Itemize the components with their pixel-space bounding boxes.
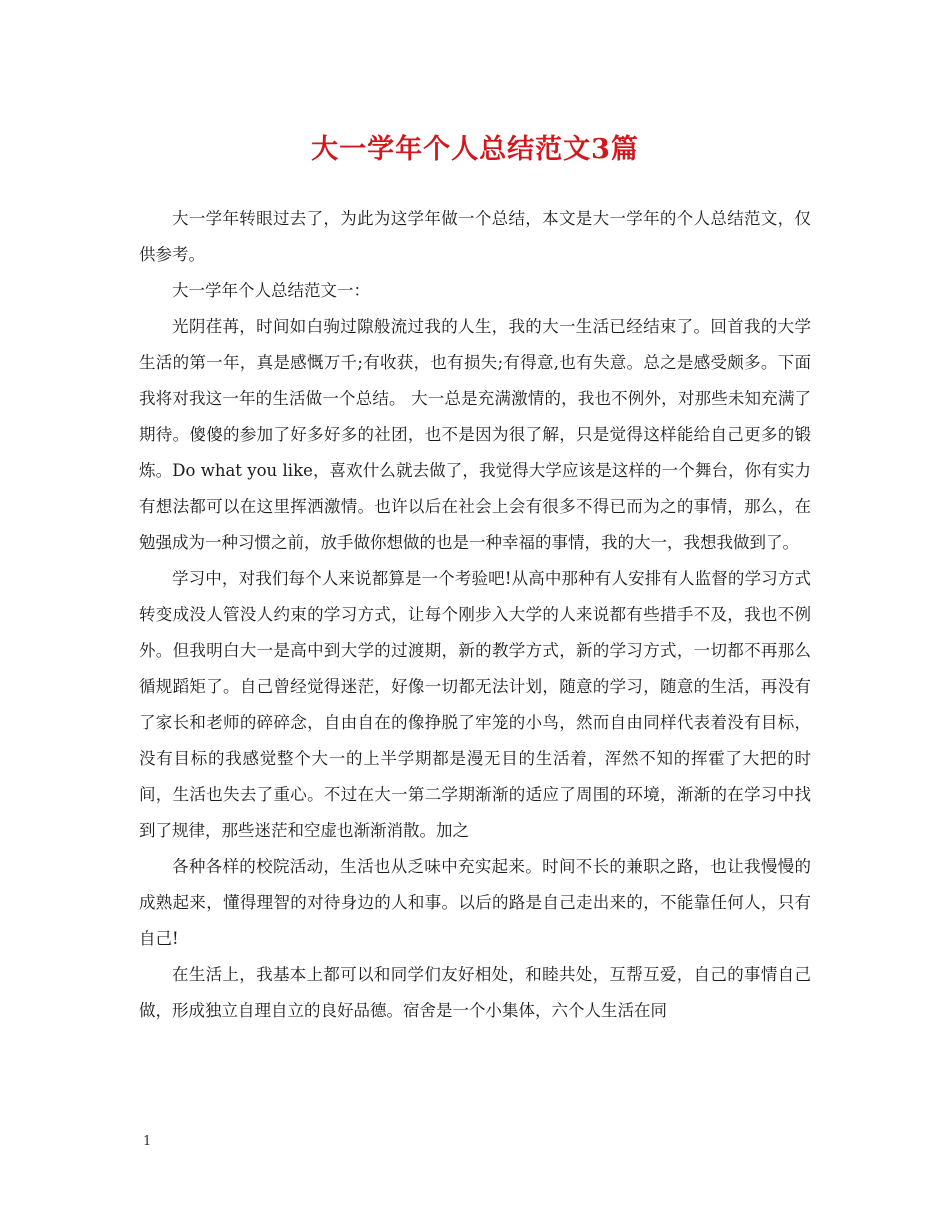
paragraph-reflection: 光阴荏苒，时间如白驹过隙般流过我的人生，我的大一生活已经结束了。回首我的大学生活的第一年，真是感慨万千;有收获，也有损失;有得意,也有失意。总之是感受颇多。下面我将对我这一年的生活做一个总结。 大一总是充满激情的，我也不例外，对那些未知充满了期待。傻傻的参加了好多好多的社团，也不是因为很了解，只是觉得这样能给自己更多的锻炼。Do what you like，喜欢什么就去做了，我觉得大学应该是这样的一个舞台，你有实力有想法都可以在这里挥洒激情。也许以后在社会上会有很多不得已而为之的事情，那么，在勉强成为一种习惯之前，放手做你想做的也是一种幸福的事情，我的大一，我想我做到了。	[139, 317, 811, 552]
paragraph-life: 在生活上，我基本上都可以和同学们友好相处，和睦共处，互帮互爱，自己的事情自己做，形成独立自理自立的良好品德。宿舍是一个小集体，六个人生活在同	[139, 965, 811, 1020]
page-number: 1	[143, 1134, 152, 1149]
paragraph-study: 学习中，对我们每个人来说都算是一个考验吧!从高中那种有人安排有人监督的学习方式转变成没人管没人约束的学习方式，让每个刚步入大学的人来说都有些措手不及，我也不例外。但我明白大一是高中到大学的过渡期，新的教学方式，新的学习方式，一切都不再那么循规蹈矩了。自己曾经觉得迷茫，好像一切都无法计划，随意的学习，随意的生活，再没有了家长和老师的碎碎念，自由自在的像挣脱了牢笼的小鸟，然而自由同样代表着没有目标，没有目标的我感觉整个大一的上半学期都是漫无目的生活着，浑然不知的挥霍了大把的时间，生活也失去了重心。不过在大一第二学期渐渐的适应了周围的环境，渐渐的在学习中找到了规律，那些迷茫和空虚也渐渐消散。加之	[139, 569, 811, 840]
document-title: 大一学年个人总结范文3篇	[311, 134, 639, 165]
paragraph-intro: 大一学年转眼过去了，为此为这学年做一个总结，本文是大一学年的个人总结范文，仅供参考。	[139, 209, 811, 264]
document-body	[139, 201, 811, 1029]
paragraph-heading-sample-one: 大一学年个人总结范文一：	[172, 281, 370, 300]
paragraph-activities: 各种各样的校院活动，生活也从乏味中充实起来。时间不长的兼职之路，也让我慢慢的成熟起来，懂得理智的对待身边的人和事。以后的路是自己走出来的，不能靠任何人，只有自己!	[139, 857, 811, 948]
